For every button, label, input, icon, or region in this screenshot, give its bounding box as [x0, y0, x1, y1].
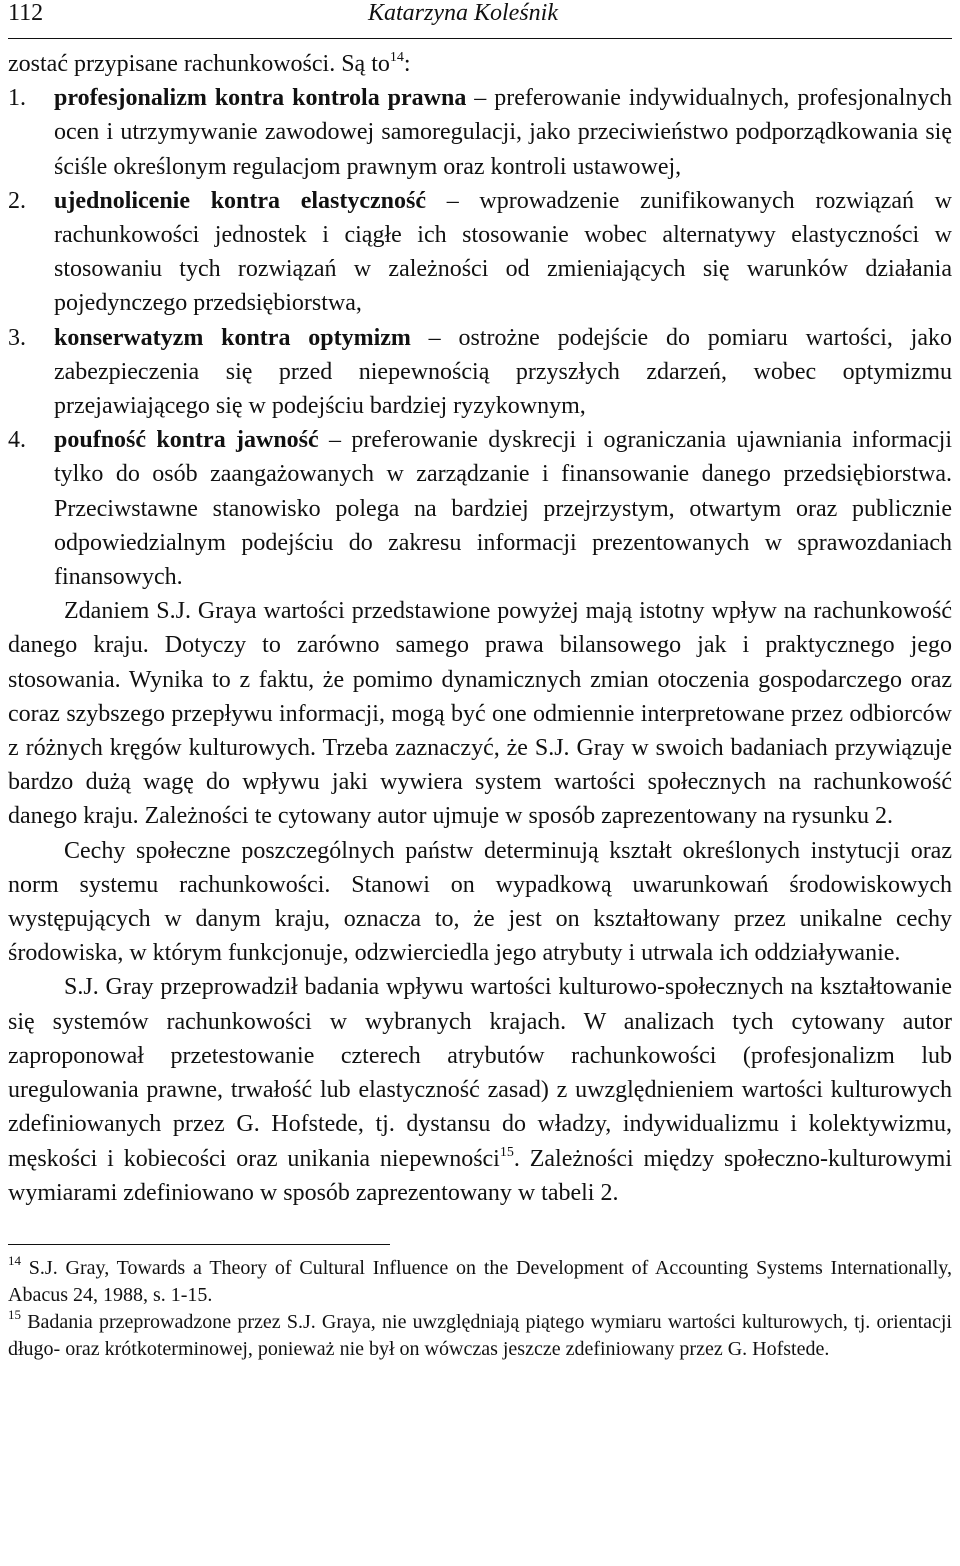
paragraph-text: S.J. Gray przeprowadził badania wpływu wartości kulturowo-społecznych na kształtowanie się systemów rachunkowości w wybranych krajach. W analizach tych cytowany autor zaproponował przetestowanie czterech atrybutów rachunkowości (profesjonalizm lub uregulowania prawne, trwałość lub elastyczność zasad) z uwzględnieniem wartości kulturowych zdefiniowanych przez G. Hofstede, tj. dystansu do władzy, indywidualizmu i kolektywizmu, męskości i kobiecości oraz unikania niepewności — [8, 974, 952, 1172]
footnote-14 — [8, 1252, 952, 1309]
footnote-ref-15[interactable]: 15 — [499, 1144, 514, 1160]
intro-colon: : — [403, 51, 411, 77]
page-number: 112 — [8, 0, 44, 26]
list-description: – preferowanie dyskrecji i ograniczania ujawniania informacji tylko do osób zaangażowanych w zarządzanie i finansowanie danego przedsiębiorstwa. Przeciwstawne stanowisko polega na bardziej przejrzystym, otwartym oraz publicznie odpowiedzialnym podejściu do zakresu informacji prezentowanych w sprawozdaniach finansowych. — [54, 427, 953, 591]
footnote-text: S.J. Gray, Towards a Theory of Cultural Influence on the Development of Accounting Systems Internationally, Abacus 24, 1988, s. 1-15. — [8, 1256, 952, 1306]
list-number: 3. — [8, 324, 26, 351]
running-title: Katarzyna Koleśnik — [368, 0, 558, 26]
list-number: 1. — [8, 85, 26, 112]
paragraph-gray-values: Zdaniem S.J. Graya wartości przedstawione powyżej mają istotny wpływ na rachunkowość danego kraju. Dotyczy to zarówno samego prawa bilansowego jak i praktycznego jego stosowania. Wynika to z faktu, że pomimo dynamicznych zmian otoczenia gospodarczego oraz coraz szybszego przepływu informacji, mogą być one odmiennie interpretowane przez odbiorców z różnych kręgów kulturowych. Trzeba zaznaczyć, że S.J. Gray w swoich badaniach przywiązuje bardzo dużą wagę do wpływu jaki wywiera system wartości społecznych na rachunkowość danego kraju. Zależności te cytowany autor ujmuje w sposób zaprezentowany na rysunku 2. — [8, 598, 952, 830]
list-description: – ostrożne podejście do pomiaru wartości, jako zabezpieczenia się przed niepewnością przyszłych zdarzeń, wobec optymizmu przejawiającego się w podejściu bardziej ryzykownym, — [54, 324, 952, 420]
list-term: konserwatyzm kontra optymizm — [54, 324, 411, 351]
footnote-number: 14 — [8, 1252, 21, 1268]
list-item — [8, 321, 952, 424]
footnotes — [8, 1252, 952, 1363]
paragraph-social-features: Cechy społeczne poszczególnych państw determinują kształt określonych instytucji oraz norm systemu rachunkowości. Stanowi on wypadkową uwarunkowań środowiskowych występujących w danym kraju, oznacza to, że jest on kształtowany przez unikalne cechy środowiska, w którym funkcjonuje, odzwierciedla jego atrybuty i utrwala ich oddziaływanie. — [8, 837, 952, 967]
footnote-number: 15 — [8, 1306, 21, 1322]
footnote-divider — [8, 1244, 390, 1245]
footnote-text: Badania przeprowadzone przez S.J. Graya, nie uwzględniają piątego wymiaru wartości kulturowych, tj. orientacji długo- oraz krótkoterminowej, ponieważ nie był on wówczas jeszcze zdefiniowany przez G. Hofstede. — [8, 1310, 952, 1360]
paragraph-gray-research — [8, 970, 952, 1209]
list-term: poufność kontra jawność — [54, 427, 319, 454]
list-item — [8, 81, 952, 184]
main-text — [8, 47, 952, 1210]
list-item — [8, 423, 952, 594]
footnote-15 — [8, 1306, 952, 1363]
list-term: profesjonalizm kontra kontrola prawna — [54, 85, 467, 112]
footnote-ref-14[interactable]: 14 — [389, 50, 404, 65]
intro-text: zostać przypisane rachunkowości. Są to — [8, 51, 390, 77]
list-number: 2. — [8, 187, 26, 214]
list-number: 4. — [8, 427, 26, 454]
list-description: – wprowadzenie zunifikowanych rozwiązań w rachunkowości jednostek i ciągłe ich stosowanie wobec alternatywy elastyczności w stosowaniu tych rozwiązań w zależności od zmieniających się warunków działania pojedynczego przedsiębiorstwa, — [54, 187, 952, 317]
page-header — [8, 0, 952, 39]
list-item — [8, 184, 952, 321]
list-term: ujednolicenie kontra elastyczność — [54, 187, 427, 214]
list-description: – preferowanie indywidualnych, profesjonalnych ocen i utrzymywanie zawodowej samoregulacji, jako przeciwieństwo podporządkowania się ściśle określonym regulacjom prawnym oraz kontroli ustawowej, — [54, 85, 953, 180]
intro-line — [8, 47, 952, 81]
paragraph-text-end: . Zależności między społeczno-kulturowymi wymiarami zdefiniowano w sposób zaprezentowany w tabeli 2. — [8, 1145, 952, 1206]
